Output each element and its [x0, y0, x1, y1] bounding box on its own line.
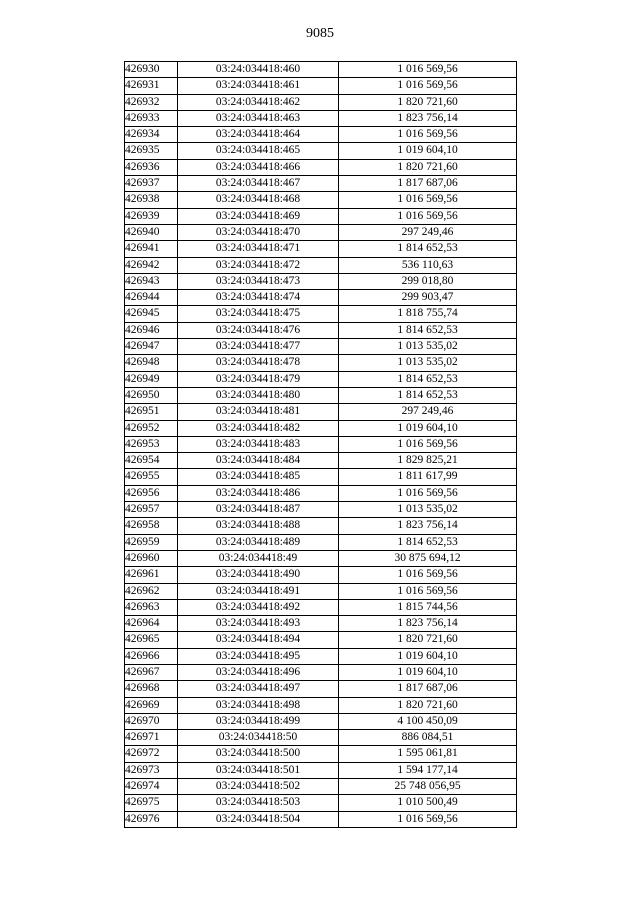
- cadastral-value-cell: 1 016 569,56: [339, 436, 517, 452]
- row-number-cell: 426959: [125, 534, 178, 550]
- table-row: [125, 241, 517, 257]
- row-number-cell: 426963: [125, 599, 178, 615]
- table-row: [125, 632, 517, 648]
- cadastral-value-cell: 25 748 056,95: [339, 779, 517, 795]
- cadastral-number-cell: 03:24:034418:50: [178, 730, 339, 746]
- cadastral-number-cell: 03:24:034418:476: [178, 322, 339, 338]
- cadastral-value-cell: 1 823 756,14: [339, 616, 517, 632]
- row-number-cell: 426935: [125, 143, 178, 159]
- cadastral-number-cell: 03:24:034418:463: [178, 110, 339, 126]
- row-number-cell: 426930: [125, 62, 178, 78]
- row-number-cell: 426951: [125, 404, 178, 420]
- table-row: [125, 795, 517, 811]
- row-number-cell: 426954: [125, 453, 178, 469]
- cadastral-value-cell: 1 814 652,53: [339, 371, 517, 387]
- table-row: [125, 485, 517, 501]
- cadastral-number-cell: 03:24:034418:465: [178, 143, 339, 159]
- cadastral-number-cell: 03:24:034418:482: [178, 420, 339, 436]
- table-row: [125, 779, 517, 795]
- cadastral-number-cell: 03:24:034418:468: [178, 192, 339, 208]
- table-row: [125, 502, 517, 518]
- cadastral-number-cell: 03:24:034418:499: [178, 713, 339, 729]
- row-number-cell: 426948: [125, 355, 178, 371]
- table-row: [125, 159, 517, 175]
- table-row: [125, 192, 517, 208]
- cadastral-value-cell: 1 818 755,74: [339, 306, 517, 322]
- row-number-cell: 426941: [125, 241, 178, 257]
- table-row: [125, 713, 517, 729]
- cadastral-value-cell: 30 875 694,12: [339, 550, 517, 566]
- cadastral-value-cell: 1 016 569,56: [339, 567, 517, 583]
- table-row: [125, 224, 517, 240]
- table-body: [125, 62, 517, 828]
- cadastral-number-cell: 03:24:034418:488: [178, 518, 339, 534]
- cadastral-value-cell: 1 019 604,10: [339, 420, 517, 436]
- table-row: [125, 420, 517, 436]
- cadastral-value-cell: 297 249,46: [339, 224, 517, 240]
- table-row: [125, 599, 517, 615]
- row-number-cell: 426971: [125, 730, 178, 746]
- cadastral-number-cell: 03:24:034418:461: [178, 78, 339, 94]
- table-row: [125, 811, 517, 827]
- row-number-cell: 426968: [125, 681, 178, 697]
- row-number-cell: 426956: [125, 485, 178, 501]
- cadastral-number-cell: 03:24:034418:501: [178, 762, 339, 778]
- table-row: [125, 681, 517, 697]
- cadastral-value-cell: 299 018,80: [339, 273, 517, 289]
- row-number-cell: 426942: [125, 257, 178, 273]
- row-number-cell: 426931: [125, 78, 178, 94]
- row-number-cell: 426952: [125, 420, 178, 436]
- row-number-cell: 426974: [125, 779, 178, 795]
- table-row: [125, 257, 517, 273]
- table-row: [125, 110, 517, 126]
- cadastral-number-cell: 03:24:034418:479: [178, 371, 339, 387]
- cadastral-value-cell: 1 010 500,49: [339, 795, 517, 811]
- cadastral-value-cell: 1 817 687,06: [339, 681, 517, 697]
- row-number-cell: 426961: [125, 567, 178, 583]
- row-number-cell: 426957: [125, 502, 178, 518]
- table-row: [125, 730, 517, 746]
- cadastral-value-cell: 1 814 652,53: [339, 322, 517, 338]
- cadastral-value-cell: 1 013 535,02: [339, 339, 517, 355]
- cadastral-value-cell: 1 016 569,56: [339, 62, 517, 78]
- row-number-cell: 426934: [125, 127, 178, 143]
- row-number-cell: 426940: [125, 224, 178, 240]
- table-row: [125, 583, 517, 599]
- cadastral-number-cell: 03:24:034418:498: [178, 697, 339, 713]
- cadastral-value-cell: 1 820 721,60: [339, 697, 517, 713]
- cadastral-value-cell: 1 019 604,10: [339, 143, 517, 159]
- table-row: [125, 404, 517, 420]
- cadastral-number-cell: 03:24:034418:493: [178, 616, 339, 632]
- table-row: [125, 387, 517, 403]
- cadastral-value-cell: 1 595 061,81: [339, 746, 517, 762]
- cadastral-value-cell: 1 594 177,14: [339, 762, 517, 778]
- table-row: [125, 176, 517, 192]
- table-row: [125, 616, 517, 632]
- cadastral-number-cell: 03:24:034418:484: [178, 453, 339, 469]
- table-row: [125, 322, 517, 338]
- cadastral-value-cell: 1 016 569,56: [339, 583, 517, 599]
- row-number-cell: 426947: [125, 339, 178, 355]
- table-row: [125, 62, 517, 78]
- row-number-cell: 426938: [125, 192, 178, 208]
- cadastral-value-cell: 1 016 569,56: [339, 485, 517, 501]
- cadastral-number-cell: 03:24:034418:478: [178, 355, 339, 371]
- cadastral-value-cell: 1 829 825,21: [339, 453, 517, 469]
- cadastral-number-cell: 03:24:034418:464: [178, 127, 339, 143]
- table-row: [125, 567, 517, 583]
- table-row: [125, 453, 517, 469]
- cadastral-number-cell: 03:24:034418:471: [178, 241, 339, 257]
- table-row: [125, 436, 517, 452]
- row-number-cell: 426932: [125, 94, 178, 110]
- table-row: [125, 534, 517, 550]
- row-number-cell: 426967: [125, 664, 178, 680]
- cadastral-value-cell: 299 903,47: [339, 290, 517, 306]
- cadastral-number-cell: 03:24:034418:489: [178, 534, 339, 550]
- cadastral-number-cell: 03:24:034418:473: [178, 273, 339, 289]
- cadastral-number-cell: 03:24:034418:502: [178, 779, 339, 795]
- cadastral-value-cell: 4 100 450,09: [339, 713, 517, 729]
- cadastral-value-cell: 1 814 652,53: [339, 534, 517, 550]
- cadastral-value-cell: 1 019 604,10: [339, 664, 517, 680]
- cadastral-number-cell: 03:24:034418:491: [178, 583, 339, 599]
- cadastral-value-cell: 1 016 569,56: [339, 208, 517, 224]
- cadastral-number-cell: 03:24:034418:467: [178, 176, 339, 192]
- cadastral-number-cell: 03:24:034418:470: [178, 224, 339, 240]
- table-row: [125, 518, 517, 534]
- table-row: [125, 143, 517, 159]
- row-number-cell: 426944: [125, 290, 178, 306]
- row-number-cell: 426970: [125, 713, 178, 729]
- cadastral-value-cell: 1 823 756,14: [339, 518, 517, 534]
- row-number-cell: 426939: [125, 208, 178, 224]
- table-row: [125, 746, 517, 762]
- cadastral-value-cell: 1 820 721,60: [339, 632, 517, 648]
- row-number-cell: 426965: [125, 632, 178, 648]
- cadastral-number-cell: 03:24:034418:494: [178, 632, 339, 648]
- table-row: [125, 762, 517, 778]
- row-number-cell: 426960: [125, 550, 178, 566]
- table-row: [125, 355, 517, 371]
- row-number-cell: 426953: [125, 436, 178, 452]
- cadastral-value-cell: 1 016 569,56: [339, 192, 517, 208]
- row-number-cell: 426949: [125, 371, 178, 387]
- cadastral-value-cell: 886 084,51: [339, 730, 517, 746]
- cadastral-number-cell: 03:24:034418:503: [178, 795, 339, 811]
- cadastral-number-cell: 03:24:034418:481: [178, 404, 339, 420]
- table-row: [125, 648, 517, 664]
- row-number-cell: 426976: [125, 811, 178, 827]
- table-row: [125, 550, 517, 566]
- row-number-cell: 426933: [125, 110, 178, 126]
- cadastral-value-cell: 297 249,46: [339, 404, 517, 420]
- table-row: [125, 469, 517, 485]
- cadastral-number-cell: 03:24:034418:497: [178, 681, 339, 697]
- cadastral-number-cell: 03:24:034418:472: [178, 257, 339, 273]
- cadastral-number-cell: 03:24:034418:500: [178, 746, 339, 762]
- cadastral-value-cell: 1 013 535,02: [339, 502, 517, 518]
- cadastral-number-cell: 03:24:034418:480: [178, 387, 339, 403]
- row-number-cell: 426946: [125, 322, 178, 338]
- cadastral-number-cell: 03:24:034418:474: [178, 290, 339, 306]
- page-number: 9085: [306, 26, 334, 41]
- cadastral-number-cell: 03:24:034418:486: [178, 485, 339, 501]
- cadastral-number-cell: 03:24:034418:504: [178, 811, 339, 827]
- cadastral-number-cell: 03:24:034418:49: [178, 550, 339, 566]
- cadastral-number-cell: 03:24:034418:490: [178, 567, 339, 583]
- cadastral-value-cell: 1 815 744,56: [339, 599, 517, 615]
- table-row: [125, 94, 517, 110]
- cadastral-value-cell: 1 814 652,53: [339, 387, 517, 403]
- table-row: [125, 339, 517, 355]
- cadastral-number-cell: 03:24:034418:466: [178, 159, 339, 175]
- cadastral-number-cell: 03:24:034418:462: [178, 94, 339, 110]
- cadastral-value-cell: 1 013 535,02: [339, 355, 517, 371]
- row-number-cell: 426937: [125, 176, 178, 192]
- cadastral-number-cell: 03:24:034418:469: [178, 208, 339, 224]
- cadastral-value-cell: 1 016 569,56: [339, 127, 517, 143]
- cadastral-value-cell: 1 016 569,56: [339, 78, 517, 94]
- row-number-cell: 426950: [125, 387, 178, 403]
- table-row: [125, 208, 517, 224]
- row-number-cell: 426973: [125, 762, 178, 778]
- cadastral-value-cell: 536 110,63: [339, 257, 517, 273]
- table-row: [125, 127, 517, 143]
- cadastral-value-cell: 1 820 721,60: [339, 94, 517, 110]
- table-row: [125, 664, 517, 680]
- row-number-cell: 426943: [125, 273, 178, 289]
- row-number-cell: 426972: [125, 746, 178, 762]
- row-number-cell: 426964: [125, 616, 178, 632]
- row-number-cell: 426945: [125, 306, 178, 322]
- cadastral-number-cell: 03:24:034418:495: [178, 648, 339, 664]
- cadastral-number-cell: 03:24:034418:492: [178, 599, 339, 615]
- cadastral-value-cell: 1 814 652,53: [339, 241, 517, 257]
- cadastral-value-cell: 1 817 687,06: [339, 176, 517, 192]
- cadastral-value-table: [124, 61, 517, 828]
- cadastral-number-cell: 03:24:034418:477: [178, 339, 339, 355]
- cadastral-number-cell: 03:24:034418:496: [178, 664, 339, 680]
- table-row: [125, 371, 517, 387]
- row-number-cell: 426955: [125, 469, 178, 485]
- cadastral-value-cell: 1 811 617,99: [339, 469, 517, 485]
- table-row: [125, 306, 517, 322]
- row-number-cell: 426969: [125, 697, 178, 713]
- cadastral-number-cell: 03:24:034418:460: [178, 62, 339, 78]
- cadastral-value-cell: 1 823 756,14: [339, 110, 517, 126]
- cadastral-number-cell: 03:24:034418:475: [178, 306, 339, 322]
- row-number-cell: 426975: [125, 795, 178, 811]
- row-number-cell: 426936: [125, 159, 178, 175]
- row-number-cell: 426966: [125, 648, 178, 664]
- table-row: [125, 78, 517, 94]
- cadastral-number-cell: 03:24:034418:483: [178, 436, 339, 452]
- table-row: [125, 290, 517, 306]
- table-row: [125, 697, 517, 713]
- cadastral-value-cell: 1 019 604,10: [339, 648, 517, 664]
- table-row: [125, 273, 517, 289]
- cadastral-number-cell: 03:24:034418:487: [178, 502, 339, 518]
- row-number-cell: 426962: [125, 583, 178, 599]
- cadastral-value-cell: 1 820 721,60: [339, 159, 517, 175]
- row-number-cell: 426958: [125, 518, 178, 534]
- cadastral-value-cell: 1 016 569,56: [339, 811, 517, 827]
- cadastral-number-cell: 03:24:034418:485: [178, 469, 339, 485]
